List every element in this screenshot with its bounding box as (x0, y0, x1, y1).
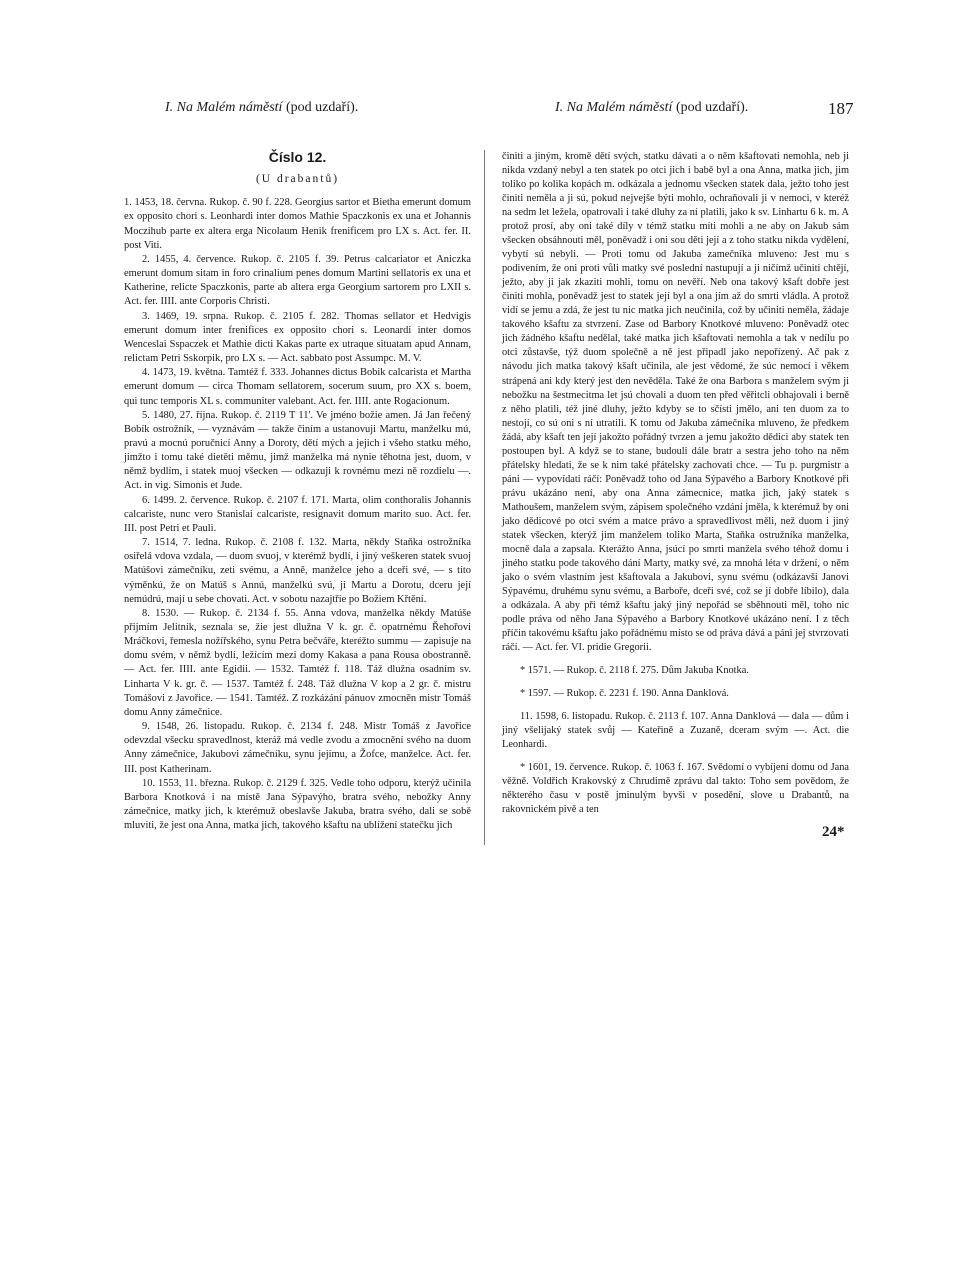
entry-paragraph: * 1597. — Rukop. č. 2231 f. 190. Anna Danklová. (520, 688, 729, 700)
entry-paragraph: * 1571. — Rukop. č. 2118 f. 275. Dům Jakuba Knotka. (520, 665, 749, 677)
header-right-street: I. Na Malém náměstí (555, 100, 673, 115)
entry-paragraph: 3. 1469, 19. srpna. Rukop. č. 2105 f. 282. Thomas sellator et Hedvigis emerunt domum inter frenifices ex opposito chori s. Leonardi inter domos Wenceslai Sspaczek et Mathie dicti Kakas parte ex utraque situatam apud Annam, relictam Petri Sskorpik, pro LX s. — Act. sabbato post Assumpc. M. V. (124, 310, 471, 365)
header-right-note: (pod uzdaří). (672, 100, 749, 115)
entry-paragraph: 5. 1480, 27. října. Rukop. č. 2119 T 11'. Ve jméno božie amen. Já Jan řečený Bobík ostrožník, — vyznávám — takže činím a ustanovuji Martu, manželku mú, pravú a mocnú poručnicí Anny a Doroty, dětí mých a jejich i všeho statku mého, jimžto i tomu také dietěti měmu, jimž manželka má nynie těhotna jest, duom, v němž bydlím, i statek muoj všecken — odkazuji k rovnému mezi ně rozdielu —. Act. in vig. Simonis et Jude. (124, 409, 471, 492)
sheet-signature: 24* (822, 824, 845, 840)
left-column (124, 150, 471, 833)
entry-paragraph: 7. 1514, 7. ledna. Rukop. č. 2108 f. 132. Marta, někdy Staňka ostrožníka osiřelá vdova vzdala, — duom svuoj, v kterémž bydlí, i jiný veškeren statek svuoj Matúšovi zámečníku, zeti svému, a Anně, manželce jeho a dceři své, — s títo výměnkú, že on Matúš s Annú, manželkú svú, ji Martu a Dorotu, dceru její nemúdrú, mají u sebe chovati. Act. v sobotu nazajtřie po Božiem Křtění. (124, 537, 471, 605)
column-divider (484, 150, 485, 845)
page-number: 187 (828, 99, 854, 118)
entry-paragraph: * 1601, 19. července. Rukop. č. 1063 f. 167. Svědomí o vybíjení domu od Jana věžně. Voldřich Krakovský z Chrudimě zprávu dal takto: Toho sem povědom, že některého času v postě jminulým byvši v posedění, slove u Drabantů, na rakovnickém pivě a ten (502, 762, 849, 816)
entry-paragraph: 9. 1548, 26. listopadu. Rukop. č. 2134 f. 248. Mistr Tomáš z Javořice odevzdal všecku spravedlnost, kteráž má vedle zvodu a zmocnění svého na duom Anny zámečnice, Jakubovi zámečníku, synu jejímu, a Žofce, manželce. Act. fer. III. post Katherinam. (124, 721, 471, 775)
entry-paragraph: 11. 1598, 6. listopadu. Rukop. č. 2113 f. 107. Anna Danklová — dala — dům i jiný všelijaký statek svůj — Kateřině a Zuzaně, dceram svým —. Act. die Leonhardi. (502, 711, 849, 751)
running-header-left (165, 100, 358, 116)
header-left-street: I. Na Malém náměstí (165, 100, 283, 115)
header-left-note: (pod uzdaří). (282, 100, 359, 115)
entry-paragraph: 6. 1499. 2. července. Rukop. č. 2107 f. 171. Marta, olim conthoralis Johannis calcariste, nunc vero Stanislai calcariste, resignavit domum marito suo. Act. fer. III. post Petri et Pauli. (124, 494, 471, 534)
entry-paragraph: 2. 1455, 4. července. Rukop. č. 2105 f. 39. Petrus calcariator et Aniczka emerunt domum sitam in foro crinalium penes domum Martini sellatoris ex una et Katherine, relicte Spaczkonis, parte ab altera erga Georgium sartorem pro LXII s. Act. fer. IIII. ante Corporis Christi. (124, 253, 471, 308)
section-title: Číslo 12. (268, 149, 327, 165)
section-subtitle: (U drabantů) (255, 173, 340, 186)
continued-paragraph: činiti a jiným, kromě dětí svých, statku dávati a o něm kšaftovati nemohla, neb ji nikda vzdaný nebyl a ten statek po otci jich i babě byl a ona Anna, matka jich, jim toliko po kolika kopách m. odkázala a jednomu všecken statek dala, ježto toho jest činiti neměla a ji sú, pokud nejvejše býti mohlo, ochraňovali ji v nemoci, v kteréž na sedm let ležela, opatrovali i také dluhy za ní platili, jako k sv. Linhartu 6 k. m. A protož prosí, aby oni také díly v témž statku míti mohli a ne aby on Jakub sám všecken obsáhnouti měl, poněvadž i oni sou děti její a z toho statku nikda vydělení, vybytí sú nebyli. — Proti tomu od Jakuba zamečníka mluveno: Jest mu s podivením, že oni proti vůli matky své poslední nastupují a ji ničímž učiniti chtějí, ježto, aby ji jak zkaziti mohli, tomu on nevěří. Neb ona takový kšaft dobře jest činiti mohla, poněvadž jest to statek její byl a ona jím až do smrti vládla. A protož vidí se jemu a zdá, že jest tu nic matka jich neučinila, což by učiniti neměla, žádaje takového kšaftu za stvrzení. Zase od Barbory Knotkové mluveno: Poněvadž otec jich žádného kšaftu nedělal, také matka jich kšaftovati nemohla a tak v nedílu po otci zůstavše, týž duom společně a ně jest připadl jako nepořízený. Ač pak z návodu jich matka takový kšaft učinila, ale jest vědomé, že súc nemocí i věkem strápená ani kdy který jest den nevěděla. Také že ona Barbora s manželem svým ji nebožku na šestmecitma let jsú chovali a duom ten před věřitcli obhajovali i berně z něho platili, též jiné dluhy, ježto kdyby se to sčísti jmělo, ani ten duom za to nestojí, co sú oni s ní utratili. K tomu od Jakuba zámečníka mluveno, že předkem žádá, aby kšaft ten její jakožto pořádný tvrzen a jemu jakožto dědici aby statek ten postoupen byl. A když se to stane, budouli dále bratr a sestra jeho toho na něm přátelsky hledati, že se k nim také přátelsky zachovati chce. — Tu p. purgmistr a páni — vypovídati ráčí: Poněvadž toho od Jana Sýpavého a Barbory Knotkové při právu ukázáno není, aby ona Anna zámecnice, matka jich, jaký statek s Mathoušem, manželem svým, zápisem společného vzdání jměla, k kterémuž by oni jako dědicové po otci svém a matce právo a spravedlivost měli, než duom i jiný statek všecken, kterýž jim manželem toliko Marta, Staňka ostružníka manželka, mocně dala a zapsala. Kterážto Anna, jsúcí po smrti manžela svého téhož domu i jiného statku pode takového dání Marty, matky své, za mnohá léta v držení, o něm jako o svém vlastním jest kšaftovala a Jakubovi, synu svému (odkázavši Janovi Sýpavému, druhému synu svému, a Barboře, dceři své, což se jí dobře líbilo), dala a odkázala. A aby při témž kšaftu jaký jiný nepořád se sběhnouti měl, toho nic podle práva od něho Jana Sýpavého a Barbory Knotkové ukázáno není. I z těch příčin takovému kšaftu jako pořádnému místo se od práva dává a páni jej stvrzovati ráčí. — Act. fer. VI. pridie Gregorii. (502, 151, 849, 654)
entry-paragraph: 8. 1530. — Rukop. č. 2134 f. 55. Anna vdova, manželka někdy Matúše přijmím Jelitník, seznala se, žie jest dlužna V k. gr. č. opatrnému Řehořovi Mráčkovi, řemesla nožířského, synu Petra bečváře, kteréžto summu — zapisuje na domu svém, v němž bydlí, ležícím mezi domy Kakasa a pana Rousa obostranně. — Act. fer. IIII. ante Egidii. — 1532. Tamtéž f. 118. Táž dlužna osadním sv. Linharta V k. gr. č. — 1537. Tamtéž f. 248. Táž dlužna V kop a 2 gr. č. mistru Tomášovi z Javořice. — 1541. Tamtéž. Z rozkázání pánuov zmocněn mistr Tomáš domu Anny zámečnice. (124, 607, 471, 718)
entry-paragraph: 10. 1553, 11. března. Rukop. č. 2129 f. 325. Vedle toho odporu, kterýž učinila Barbora Knotková i na místě Jana Sýpavýho, bratra svého, nebožky Anny zámečnice, matky jich, k kterémuž obeslavše Jakuba, bratra svého, dali se sobě mluviti, že jest ona Anna, matka jich, takového kšaftu na ublížení statečku jich (124, 777, 471, 832)
running-header-right (555, 100, 748, 116)
entry-paragraph: 4. 1473, 19. května. Tamtéž f. 333. Johannes dictus Bobik calcarista et Martha emerunt domum — circa Thomam sellatorem, socerum suum, pro XX s. boem, qui tunc temporis XL s. communiter valebant. Act. fer. IIII. ante Rogacionum. (124, 367, 471, 407)
entry-paragraph: 1. 1453, 18. června. Rukop. č. 90 f. 228. Georgius sartor et Bietha emerunt domum ex opposito chori s. Leonhardi inter domos Mathie Spaczkonis ex una et Johannis Moczihub parte ex altera erga Nicolaum Henik frenificem pro LX s. Act. fer. II. post Viti. (124, 197, 471, 251)
right-column (502, 150, 849, 817)
